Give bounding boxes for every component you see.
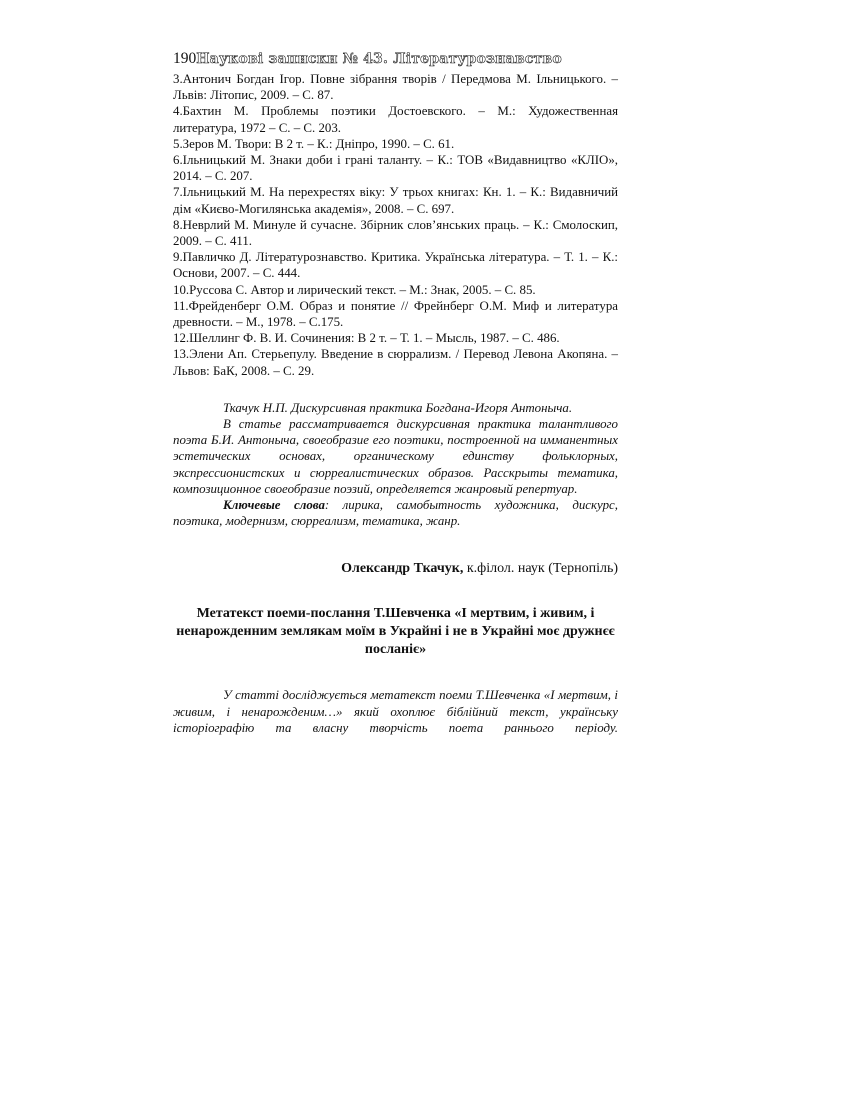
reference-item: 10.Руссова С. Автор и лирический текст. – М.: Знак, 2005. – С. 85. (173, 282, 536, 297)
author-name: Олександр Ткачук, (341, 561, 464, 577)
running-header (173, 49, 618, 69)
reference-item: 5.Зеров М. Твори: В 2 т. – К.: Дніпро, 1990. – С. 61. (173, 136, 455, 151)
abstract-title-line: Ткачук Н.П. Дискурсивная практика Богдана-Игоря Антоныча. (223, 400, 573, 415)
author-affiliation: к.філол. наук (Тернопіль) (463, 561, 618, 577)
keywords-paragraph (173, 497, 618, 529)
author-line (173, 560, 618, 578)
reference-item: 4.Бахтин М. Проблемы поэтики Достоевского. – М.: Художественная литература, 1972 – С. – С. 203. (173, 104, 618, 135)
keywords-label: Ключевые слова (223, 498, 325, 513)
reference-item: 7.Ільницький М. На перехрестях віку: У трьох книгах: Кн. 1. – К.: Видавничий дім «Києво-Могилянська академія», 2008. – С. 697. (173, 185, 618, 216)
reference-item: 9.Павличко Д. Літературознавство. Критика. Українська література. – Т. 1. – К.: Основи, 2007. – С. 444. (173, 250, 618, 281)
russian-abstract (173, 400, 618, 530)
abstract-body: В статье рассматривается дискурсивная практика талантливого поэта Б.И. Антоныча, своеобразие его поэтики, построенной на имманентных эстетических основах, органическому единству фольклорных, экспрессионистских и сюрреалистических образов. Расскрыты тематика, композиционное своеобразие поэзий, определяется жанровый репертуар. (173, 417, 618, 496)
reference-item: 8.Неврлий М. Минуле й сучасне. Збірник слов’янських праць. – К.: Смолоскип, 2009. – С. 411. (173, 217, 618, 249)
reference-item: 6.Ільницький М. Знаки доби і грані таланту. – К.: ТОВ «Видавництво «КЛІО», 2014. – С. 207. (173, 153, 618, 184)
keywords-text: : лирика, самобытность художника, дискурс, поэтика, модернизм, сюрреализм, тематика, жанр. (173, 498, 618, 529)
reference-item: 11.Фрейденберг О.М. Образ и понятие // Фрейнберг О.М. Миф и литература древности. – М., 1978. – С.175. (173, 298, 618, 330)
reference-list (173, 71, 618, 379)
journal-title: Наукові записки № 43. Літературознавство (196, 51, 562, 67)
reference-item: 3.Антонич Богдан Ігор. Повне зібрання творів / Передмова М. Ільницького. – Львів: Літопис, 2009. – С. 87. (173, 72, 618, 103)
reference-item: 13.Элени Ап. Стерьепулу. Введение в сюррализм. / Перевод Левона Акопяна. – Львов: БаК, 2008. – С. 29. (173, 347, 618, 378)
reference-item: 12.Шеллинг Ф. В. И. Сочинения: В 2 т. – Т. 1. – Мысль, 1987. – С. 486. (173, 331, 560, 346)
page-content (173, 49, 618, 749)
article-title: Метатекст поеми-послання Т.Шевченка «І мертвим, і живим, і ненарожденним землякам моїм в Украйні і не в Украйні моє дружнєє посланіє» (176, 606, 615, 658)
ukrainian-abstract: У статті досліджується метатекст поеми Т.Шевченка «І мертвим, і живим, і ненарожденим…» який охоплює біблійний текст, українську історіографію та власну творчість поета раннього періоду. (173, 688, 618, 735)
page-number: 190 (173, 50, 197, 67)
